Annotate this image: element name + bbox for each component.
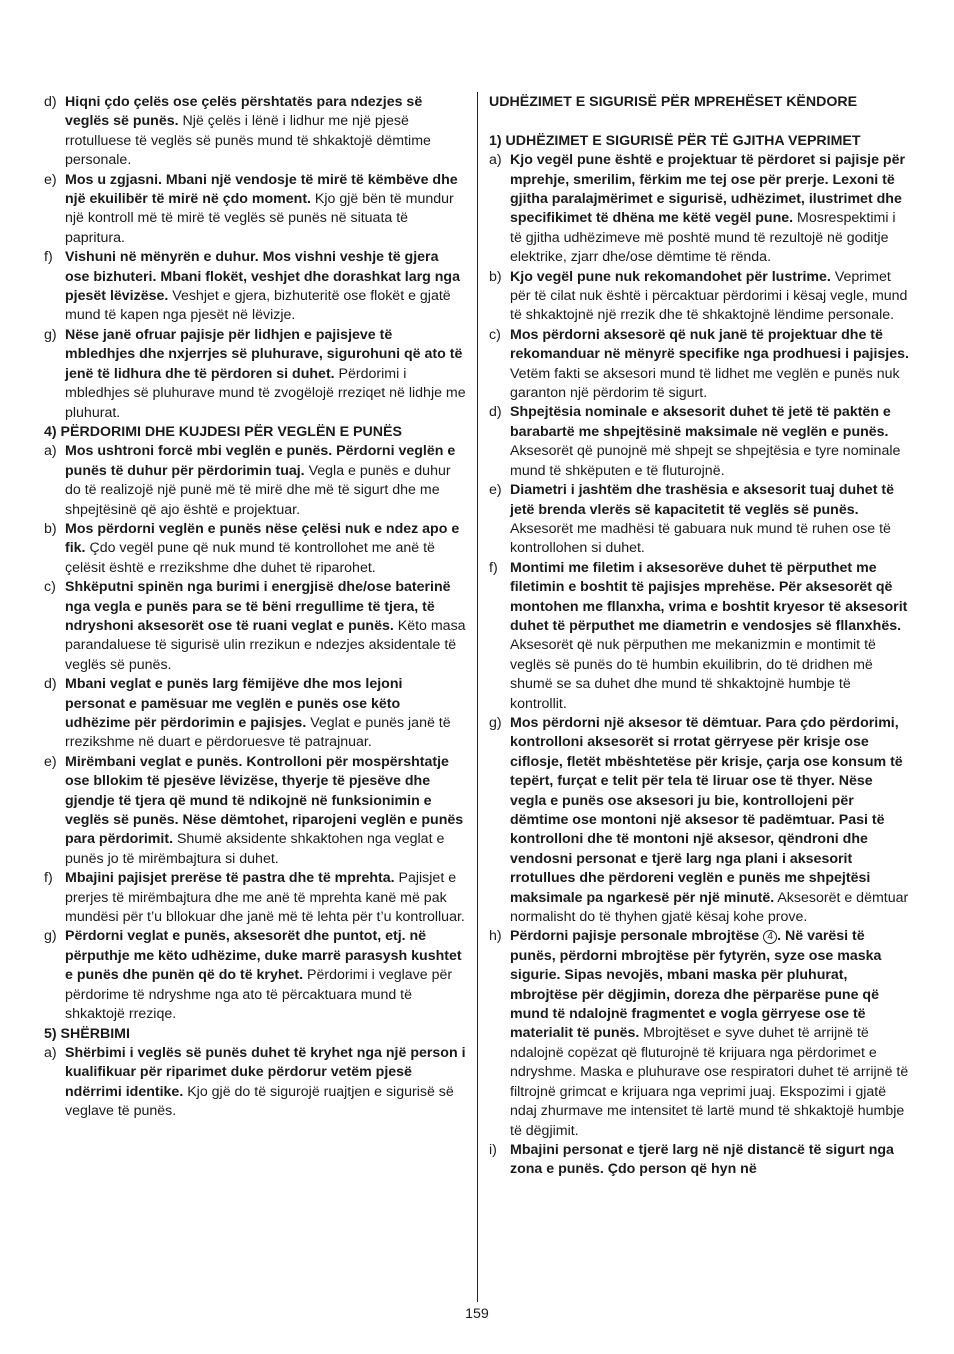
item-body bbox=[65, 442, 466, 520]
item-letter: i) bbox=[489, 1141, 497, 1158]
item-body bbox=[510, 151, 911, 267]
item-bold-text: Shpejtësia nominale e aksesorit duhet të jetë të paktën e barabartë me shpejtësinë maksimale në veglën e punës. bbox=[510, 404, 891, 440]
list-item bbox=[44, 326, 466, 423]
item-bold-text: Mos përdorni një aksesor të dëmtuar. Para çdo përdorimi, kontrolloni aksesorët si rrotat gërryese për krisje ose ciflosje, fletët mbështetëse për krisje, çarja ose konsum të tepërt, furçat e telit për tela të liruar ose të thyer. Nëse vegla e punës ose aksesori ju bie, kontrollojeni për dëmtime ose montoni një aksesor të padëmtuar. Pasi të kontrolloni dhe të montoni një aksesor, qëndroni dhe vendosni personat e tjerë larg nga plani i aksesorit rrotullues dhe përdoreni veglën e punës me shpejtësi maksimale pa ngarkesë për një minutë. bbox=[510, 714, 903, 906]
page-number: 159 bbox=[465, 1306, 489, 1322]
item-text: Këto masa parandaluese të sigurisë ulin rrezikun e ndezjes aksidentale të veglës së punës. bbox=[65, 617, 466, 673]
section-heading: 4) PËRDORIMI DHE KUJDESI PËR VEGLËN E PUNËS bbox=[44, 423, 402, 440]
section-heading: UDHËZIMET E SIGURISË PËR MPREHËSET KËNDORE bbox=[489, 94, 858, 110]
list-item bbox=[489, 481, 911, 559]
item-body bbox=[65, 326, 466, 423]
item-text: Mosrespektimi i të gjitha udhëzimeve më poshtë mund të rezultojë në goditje elektrike, zjarr dhe/ose dëmtime të rënda. bbox=[510, 210, 896, 266]
item-bold-text: Vishuni në mënyrën e duhur. Mos vishni veshje të gjera ose bizhuteri. Mbani flokët, veshjet dhe dorashkat larg nga pjesët lëvizëse. bbox=[65, 249, 460, 305]
item-body bbox=[65, 248, 466, 326]
item-letter: c) bbox=[489, 326, 501, 343]
list-item bbox=[44, 93, 466, 171]
item-text: Kjo gjë do të sigurojë ruajtjen e sigurisë së veglave të punës. bbox=[65, 1083, 454, 1120]
item-body bbox=[510, 1141, 911, 1180]
item-bold-text: Mos u zgjasni. Mbani një vendosje të mirë të këmbëve dhe një ekuilibër të mirë në çdo moment. bbox=[65, 171, 458, 208]
item-letter: d) bbox=[44, 94, 57, 110]
item-letter: g) bbox=[44, 326, 57, 343]
item-body bbox=[510, 403, 911, 481]
item-bold-text: Mos përdorni aksesorë që nuk janë të projektuar dhe të rekomanduar në mënyrë specifike nga prodhuesi i pajisjes. bbox=[510, 326, 909, 363]
item-text: Aksesorët me madhësi të gabuara nuk mund të ruhen ose të kontrollohen si duhet. bbox=[510, 520, 891, 557]
item-bold-text: Kjo vegël pune nuk rekomandohet për lustrime. bbox=[510, 268, 831, 285]
list-item bbox=[489, 151, 911, 267]
item-letter: h) bbox=[489, 928, 502, 945]
item-text: Veshjet e gjera, bizhuteritë ose flokët e gjatë mund të kapen nga pjesët në lëvizje. bbox=[65, 288, 451, 324]
item-letter: a) bbox=[489, 152, 502, 169]
item-letter: g) bbox=[489, 714, 502, 731]
item-text: Aksesorët e dëmtuar normalisht do të thyhen gjatë kësaj kohe prove. bbox=[510, 889, 909, 926]
list-item bbox=[489, 268, 911, 326]
item-text: Shumë aksidente shkaktohen nga veglat e punës jo të mirëmbajtura si duhet. bbox=[65, 831, 445, 867]
item-body bbox=[65, 869, 466, 927]
item-bold-text: Nëse janë ofruar pajisje për lidhjen e pajisjeve të mbledhjes dhe nxjerrjes së pluhurave, sigurohuni që ato të jenë të lidhura dhe të përdoren si duhet. bbox=[65, 326, 463, 382]
item-bold-text: Përdorni pajisje personale mbrojtëse bbox=[510, 928, 764, 945]
item-letter: b) bbox=[489, 268, 502, 285]
item-body bbox=[65, 927, 466, 1024]
list-item bbox=[44, 171, 466, 249]
item-text: Çdo vegël pune që nuk mund të kontrollohet me anë të çelësit është e rrezikshme dhe duhet të riparohet. bbox=[65, 540, 435, 576]
spacer bbox=[489, 112, 911, 131]
list-item bbox=[44, 1044, 466, 1122]
list-item bbox=[489, 714, 911, 927]
item-body bbox=[65, 171, 466, 249]
item-body bbox=[65, 675, 466, 753]
item-text: Vetëm fakti se aksesori mund të lidhet me veglën e punës nuk garanton një përdorim të sigurt. bbox=[510, 365, 900, 402]
item-letter: a) bbox=[44, 443, 57, 460]
item-body bbox=[65, 578, 466, 675]
item-bold-text: Mos përdorni veglën e punës nëse çelësi nuk e ndez apo e fik. bbox=[65, 520, 460, 557]
list-item bbox=[489, 1141, 911, 1180]
item-text: Përdorimi i mbledhjes së pluhurave mund të zvogëlojë rreziqet në lidhje me pluhurat. bbox=[65, 365, 466, 421]
list-item bbox=[44, 675, 466, 753]
item-letter: b) bbox=[44, 520, 57, 537]
item-body bbox=[65, 520, 466, 578]
item-bold-text: Mbajini pajisjet prerëse të pastra dhe të mprehta. bbox=[65, 870, 395, 887]
right-column bbox=[489, 93, 911, 1180]
item-letter: c) bbox=[44, 579, 56, 596]
item-bold-text: Hiqni çdo çelës ose çelës përshtatës para ndezjes së veglës së punës. bbox=[65, 94, 423, 130]
list-item bbox=[44, 927, 466, 1024]
item-letter: g) bbox=[44, 928, 57, 945]
item-body bbox=[510, 268, 911, 326]
item-bold-text: . Në varësi të punës, përdorni mbrojtëse për fytyrën, syze ose maska sigurie. Sipas nevojës, mbani maska për pluhurat, mbrojtëse për dëgjimin, doreza dhe përparëse pune që mund të ndalojnë fragmentet e vogla gërryese ose të materialit të punës. bbox=[510, 928, 882, 1042]
item-body bbox=[65, 753, 466, 869]
item-bold-text: Shkëputni spinën nga burimi i energjisë dhe/ose baterinë nga vegla e punës para se të bëni rregullime të tjera, të ndryshoni aksesorët ose të ruani veglat e punës. bbox=[65, 579, 451, 634]
item-body bbox=[65, 1044, 466, 1122]
list-item bbox=[44, 578, 466, 675]
item-letter: f) bbox=[489, 559, 498, 576]
item-letter: a) bbox=[44, 1044, 57, 1061]
item-letter: f) bbox=[44, 249, 53, 266]
column-divider bbox=[477, 92, 478, 1302]
item-bold-text: Përdorni veglat e punës, aksesorët dhe puntot, etj. në përputhje me këto udhëzime, duke marrë parasysh kushtet e punës dhe punën që do të kryhet. bbox=[65, 928, 462, 984]
item-letter: d) bbox=[489, 404, 502, 421]
item-bold-text: Kjo vegël pune është e projektuar të përdoret si pajisje për mprehje, smerilim, fërkim me tej ose për prerje. Lexoni të gjitha paralajmërimet e sigurisë, udhëzimet, ilustrimet dhe specifikimet të dhëna me këtë vegël pune. bbox=[510, 152, 906, 227]
list-item bbox=[44, 248, 466, 326]
item-text: Aksesorët që nuk përputhen me mekanizmin e montimit të veglës së punës do të humbin ekuilibrin, do të dridhen më shumë se sa duhet dhe mund të shkaktojnë humbje të kontrollit. bbox=[510, 637, 876, 712]
item-letter: e) bbox=[44, 171, 57, 188]
section-heading: 1) UDHËZIMET E SIGURISË PËR TË GJITHA VEPRIMET bbox=[489, 132, 861, 149]
item-bold-text: Diametri i jashtëm dhe trashësia e aksesorit tuaj duhet të jetë brenda vlerës së kapacitetit të veglës së punës. bbox=[510, 482, 894, 518]
item-text: Një çelës i lënë i lidhur me një pjesë rrotulluese të veglës së punës mund të shkaktojë dëmtime personale. bbox=[65, 113, 431, 169]
item-text: Aksesorët që punojnë më shpejt se shpejtësia e tyre nominale mund të shkëputen e të fluturojnë. bbox=[510, 443, 901, 479]
item-body bbox=[510, 481, 911, 559]
list-item bbox=[489, 403, 911, 481]
item-text: Kjo gjë bën të mundur një kontroll më të mirë të veglës së punës në situata të papritura. bbox=[65, 191, 454, 246]
item-text: Veglat e punës janë të rrezikshme në duart e përdoruesve të patrajnuar. bbox=[65, 715, 451, 751]
item-body bbox=[510, 927, 911, 1140]
item-letter: e) bbox=[489, 482, 502, 499]
list-item bbox=[44, 520, 466, 578]
list-item bbox=[44, 753, 466, 869]
item-bold-text: Mbajini personat e tjerë larg në një distancë të sigurt nga zona e punës. Çdo person që hyn në bbox=[510, 1141, 894, 1178]
item-text: Veprimet për të cilat nuk është i përcaktuar përdorimi i kësaj vegle, mund të shkaktojnë një rrezik dhe të shkaktojnë lëndime personale. bbox=[510, 268, 908, 324]
list-item bbox=[489, 559, 911, 714]
item-bold-text: Montimi me filetim i aksesorëve duhet të përputhet me filetimin e boshtit të pajisjes mprehëse. Për aksesorët që montohen me fllanxha, vrima e boshtit kryesor të aksesorit duhet të përputhet me diametrin e vendosjes së fllanxhës. bbox=[510, 559, 908, 634]
item-body bbox=[510, 326, 911, 404]
item-letter: e) bbox=[44, 753, 57, 770]
list-item bbox=[489, 326, 911, 404]
item-body bbox=[510, 714, 911, 927]
list-item bbox=[44, 869, 466, 927]
item-text: Pajisjet e prerjes të mirëmbajtura dhe me anë të mprehta kanë më pak mundësi për t’u bllokuar dhe janë më të lehta për t’u kontrolluar. bbox=[65, 870, 465, 926]
item-letter: f) bbox=[44, 870, 53, 887]
item-letter: d) bbox=[44, 676, 57, 693]
item-text: Vegla e punës e duhur do të realizojë një punë më të mirë dhe më të sigurt dhe me shpejtësinë që ajo është e projektuar. bbox=[65, 462, 451, 518]
section-heading: 5) SHËRBIMI bbox=[44, 1025, 130, 1042]
item-text: Përdorimi i veglave për përdorime të ndryshme nga ato të përcaktuara mund të shkaktojë rreziqe. bbox=[65, 967, 453, 1023]
item-bold-text: Mbani veglat e punës larg fëmijëve dhe mos lejoni personat e pamësuar me veglën e punës ose këto udhëzime për përdorimin e pajisjes. bbox=[65, 676, 403, 731]
list-item bbox=[44, 442, 466, 520]
list-item bbox=[489, 927, 911, 1140]
left-column bbox=[44, 93, 466, 1122]
item-bold-text: Mos ushtroni forcë mbi veglën e punës. Përdorni veglën e punës të duhur për përdorimin tuaj. bbox=[65, 443, 456, 479]
figure-reference-number: 4 bbox=[763, 930, 777, 944]
item-text: Mbrojtëset e syve duhet të arrijnë të ndalojnë copëzat që fluturojnë të krijuara nga përdorimet e ndryshme. Maska e pluhurave ose respiratori duhet të arrijnë të filtrojnë grimcat e krijuara nga veprimi juaj. Ekspozimi i gjatë ndaj zhurmave me intensitet të lartë mund të shkaktojë humbje të dëgjimit. bbox=[510, 1025, 909, 1139]
item-body bbox=[510, 559, 911, 714]
item-body bbox=[65, 93, 466, 171]
item-bold-text: Mirëmbani veglat e punës. Kontrolloni për mospërshtatje ose bllokim të pjesëve lëvizëse, thyerje të pjesëve dhe gjendje të tjera që mund të ndikojnë në funksionimin e veglës së punës. Nëse dëmtohet, riparojeni veglën e punës para përdorimit. bbox=[65, 753, 464, 848]
item-bold-text: Shërbimi i veglës së punës duhet të kryhet nga një person i kualifikuar për riparimet duke përdorur vetëm pjesë ndërrimi identike. bbox=[65, 1044, 466, 1100]
